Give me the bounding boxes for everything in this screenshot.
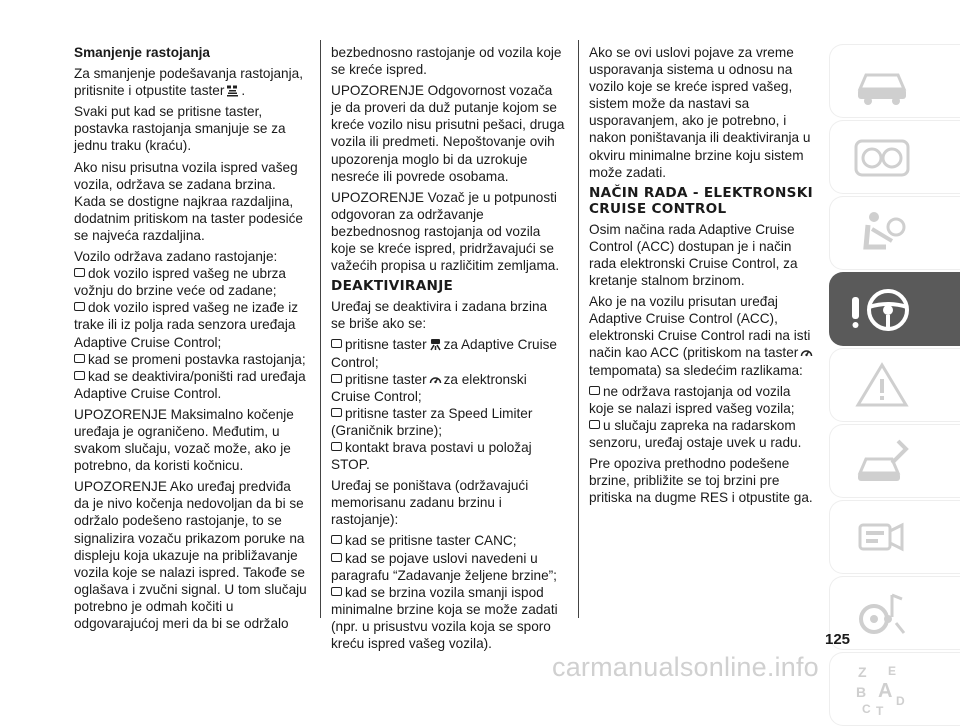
paragraph: Osim načina rada Adaptive Cruise Control (ACC) dostupan je i način rada elektronski Cruise Control, za kretanje stalnom brzinom. xyxy=(589,221,798,289)
bullet-icon xyxy=(331,553,342,562)
tab-key-steering-wheel[interactable] xyxy=(829,272,960,346)
column-1 xyxy=(74,44,308,636)
speedometer-icon xyxy=(800,347,813,359)
list-item: u slučaju zapreka na radarskom senzoru, uređaj ostaje uvek u radu. xyxy=(589,417,802,450)
warning-triangle-icon xyxy=(852,359,912,413)
dashboard-gauge-icon xyxy=(852,131,912,185)
list-item: pritisne taster za elektronski Cruise Control; xyxy=(331,371,527,404)
section-heading-smanjenje: Smanjenje rastojanja xyxy=(74,45,210,60)
list-item: dok vozilo ispred vašeg ne izađe iz trake ili iz polja rada senzora uređaja Adaptive Cruise Control; xyxy=(74,300,299,350)
tab-technical-data[interactable] xyxy=(829,500,960,574)
tab-seat-airbag[interactable] xyxy=(829,196,960,270)
multimedia-icon xyxy=(852,587,912,641)
tab-car-dashboard[interactable] xyxy=(829,44,960,118)
warning-paragraph: UPOZORENJE Maksimalno kočenje uređaja je ograničeno. Međutim, u svakom slučaju, vozač može, ako je potrebno, da koristi kočnicu. xyxy=(74,406,294,474)
paragraph: Uređaj se deaktivira i zadana brzina se briše ako se: xyxy=(331,299,548,332)
warning-paragraph: UPOZORENJE Odgovornost vozača je da proveri da duž putanje kojom se kreće vozilo nisu prisutni pešaci, druga vozila ili predmeti. Nepoštovanje ovih upozorenja moglo bi da uzrokuje nesreće ili povrede osobama. xyxy=(331,83,565,184)
chapter-tabs xyxy=(829,44,960,728)
bullet-icon xyxy=(74,371,85,380)
bullet-icon xyxy=(331,374,342,383)
list-item: kontakt brava postavi u položaj STOP. xyxy=(331,439,532,473)
paragraph: bezbednosno rastojanje od vozila koje se kreće ispred. xyxy=(331,45,562,78)
bullet-icon xyxy=(589,386,600,395)
paragraph: Ako se ovi uslovi pojave za vreme usporavanja sistema u odnosu na vozilo koje se kreće ispred vašeg, sistem može da nastavi sa usporavanjem, ako je potrebno, i nakon poništavanja ili deaktiviranja u okviru minimalne brzine koju sistem može zadati. xyxy=(589,45,811,180)
tab-car-wrench[interactable] xyxy=(829,424,960,498)
index-letter: C xyxy=(862,702,871,716)
list-item: pritisne taster za Adaptive Cruise Control; xyxy=(331,337,557,370)
seat-airbag-icon xyxy=(852,207,912,261)
column-divider xyxy=(578,40,579,618)
bullet-icon xyxy=(331,408,342,417)
list-item: kad se pojave uslovi navedeni u paragrafu “Zadavanje željene brzine”; xyxy=(331,550,557,583)
paragraph: Svaki put kad se pritisne taster, postavka rastojanja smanjuje se za jednu traku (kraću). xyxy=(74,104,286,154)
car-dashboard-icon xyxy=(852,55,912,109)
index-letter: B xyxy=(856,684,867,700)
list-item: kad se deaktivira/poništi rad uređaja Adaptive Cruise Control. xyxy=(74,368,306,401)
tab-warning[interactable] xyxy=(829,348,960,422)
watermark: carmanualsonline.info xyxy=(552,652,819,682)
car-wrench-icon xyxy=(852,435,912,489)
list-item: dok vozilo ispred vašeg ne ubrza vožnju do brzine veće od zadane; xyxy=(74,266,286,299)
paragraph: Pre opoziva prethodno podešene brzine, približite se toj brzini pre pritiska na dugme RES i otpustite ga. xyxy=(589,455,813,506)
index-letter: T xyxy=(876,704,884,717)
speedometer-icon xyxy=(429,374,442,386)
tab-dashboard-gauge[interactable] xyxy=(829,120,960,194)
bullet-icon xyxy=(74,302,85,311)
index-letter: Z xyxy=(858,664,867,680)
distance-button-icon xyxy=(226,85,239,97)
adaptive-cruise-icon xyxy=(429,339,442,351)
alphabetical-index-icon xyxy=(852,663,912,717)
list-item: ne održava rastojanja od vozila koje se nalazi ispred vašeg vozila; xyxy=(589,383,795,416)
section-heading-deaktiviranje: DEAKTIVIRANJE xyxy=(331,278,454,295)
list-item: kad se pritisne taster CANC; xyxy=(331,532,565,549)
bullet-icon xyxy=(74,268,85,277)
bullet-icon xyxy=(331,442,342,451)
bullet-icon xyxy=(331,587,342,596)
list-item: kad se brzina vozila smanji ispod minimalne brzine koja se može zadati (npr. u prisustvu vozila koja se sporo kreću ispred vašeg vozila). xyxy=(331,584,558,651)
bullet-icon xyxy=(74,354,85,363)
column-3 xyxy=(589,44,819,510)
key-steering-wheel-icon xyxy=(852,283,912,337)
warning-paragraph: UPOZORENJE Ako uređaj predviđa da je nivo kočenja nedovoljan da bi se održalo podešeno rastojanje, to se signalizira vozaču prikazom poruke na displeju koja ukazuje na približavanje vozila koje se nalazi ispred. Takođe se oglašava i zvučni signal. U tom slučaju potrebno je odmah kočiti u odgovarajućoj meri da bi se održalo xyxy=(74,479,307,631)
column-2 xyxy=(331,44,565,652)
bullet-icon xyxy=(589,420,600,429)
warning-paragraph: UPOZORENJE Vozač je u potpunosti odgovoran za održavanje bezbednosnog rastojanja od vozila koje se kreće ispred, pridržavajući se važećih propisa u različitim zemljama. xyxy=(331,189,560,274)
paragraph: Za smanjenje podešavanja rastojanja, pritisnite i otpustite taster . xyxy=(74,66,303,99)
paragraph: Ako nisu prisutna vozila ispred vašeg vozila, održava se zadana brzina. Kada se dostigne najkraa razdaljina, dodatnim pritiskom na taster podesiće se najveća razdaljina. xyxy=(74,159,303,243)
index-letter: A xyxy=(878,680,893,702)
bullet-icon xyxy=(331,535,342,544)
paragraph: Uređaj se poništava (održavajući memorisanu zadanu brzinu i rastojanje): xyxy=(331,478,529,528)
bullet-icon xyxy=(331,339,342,348)
paragraph: Ako je na vozilu prisutan uređaj Adaptive Cruise Control (ACC), elektronski Cruise Control radi na isti način kao ACC (pritiskom na taster tempomata) sa sledećim razlikama: xyxy=(589,293,819,378)
column-divider xyxy=(320,40,321,618)
tab-alphabetical-index[interactable] xyxy=(829,652,960,726)
index-letter: D xyxy=(896,694,905,708)
technical-data-icon xyxy=(852,511,912,565)
list-item: kad se promeni postavka rastojanja; xyxy=(74,351,308,368)
page-number: 125 xyxy=(825,631,851,648)
section-heading-nacin-rada: NAČIN RADA - ELEKTRONSKI CRUISE CONTROL xyxy=(589,184,813,217)
list-item: pritisne taster za Speed Limiter (Graničnik brzine); xyxy=(331,405,533,438)
paragraph: Vozilo održava zadano rastojanje: xyxy=(74,249,278,265)
index-letter: E xyxy=(888,664,897,678)
